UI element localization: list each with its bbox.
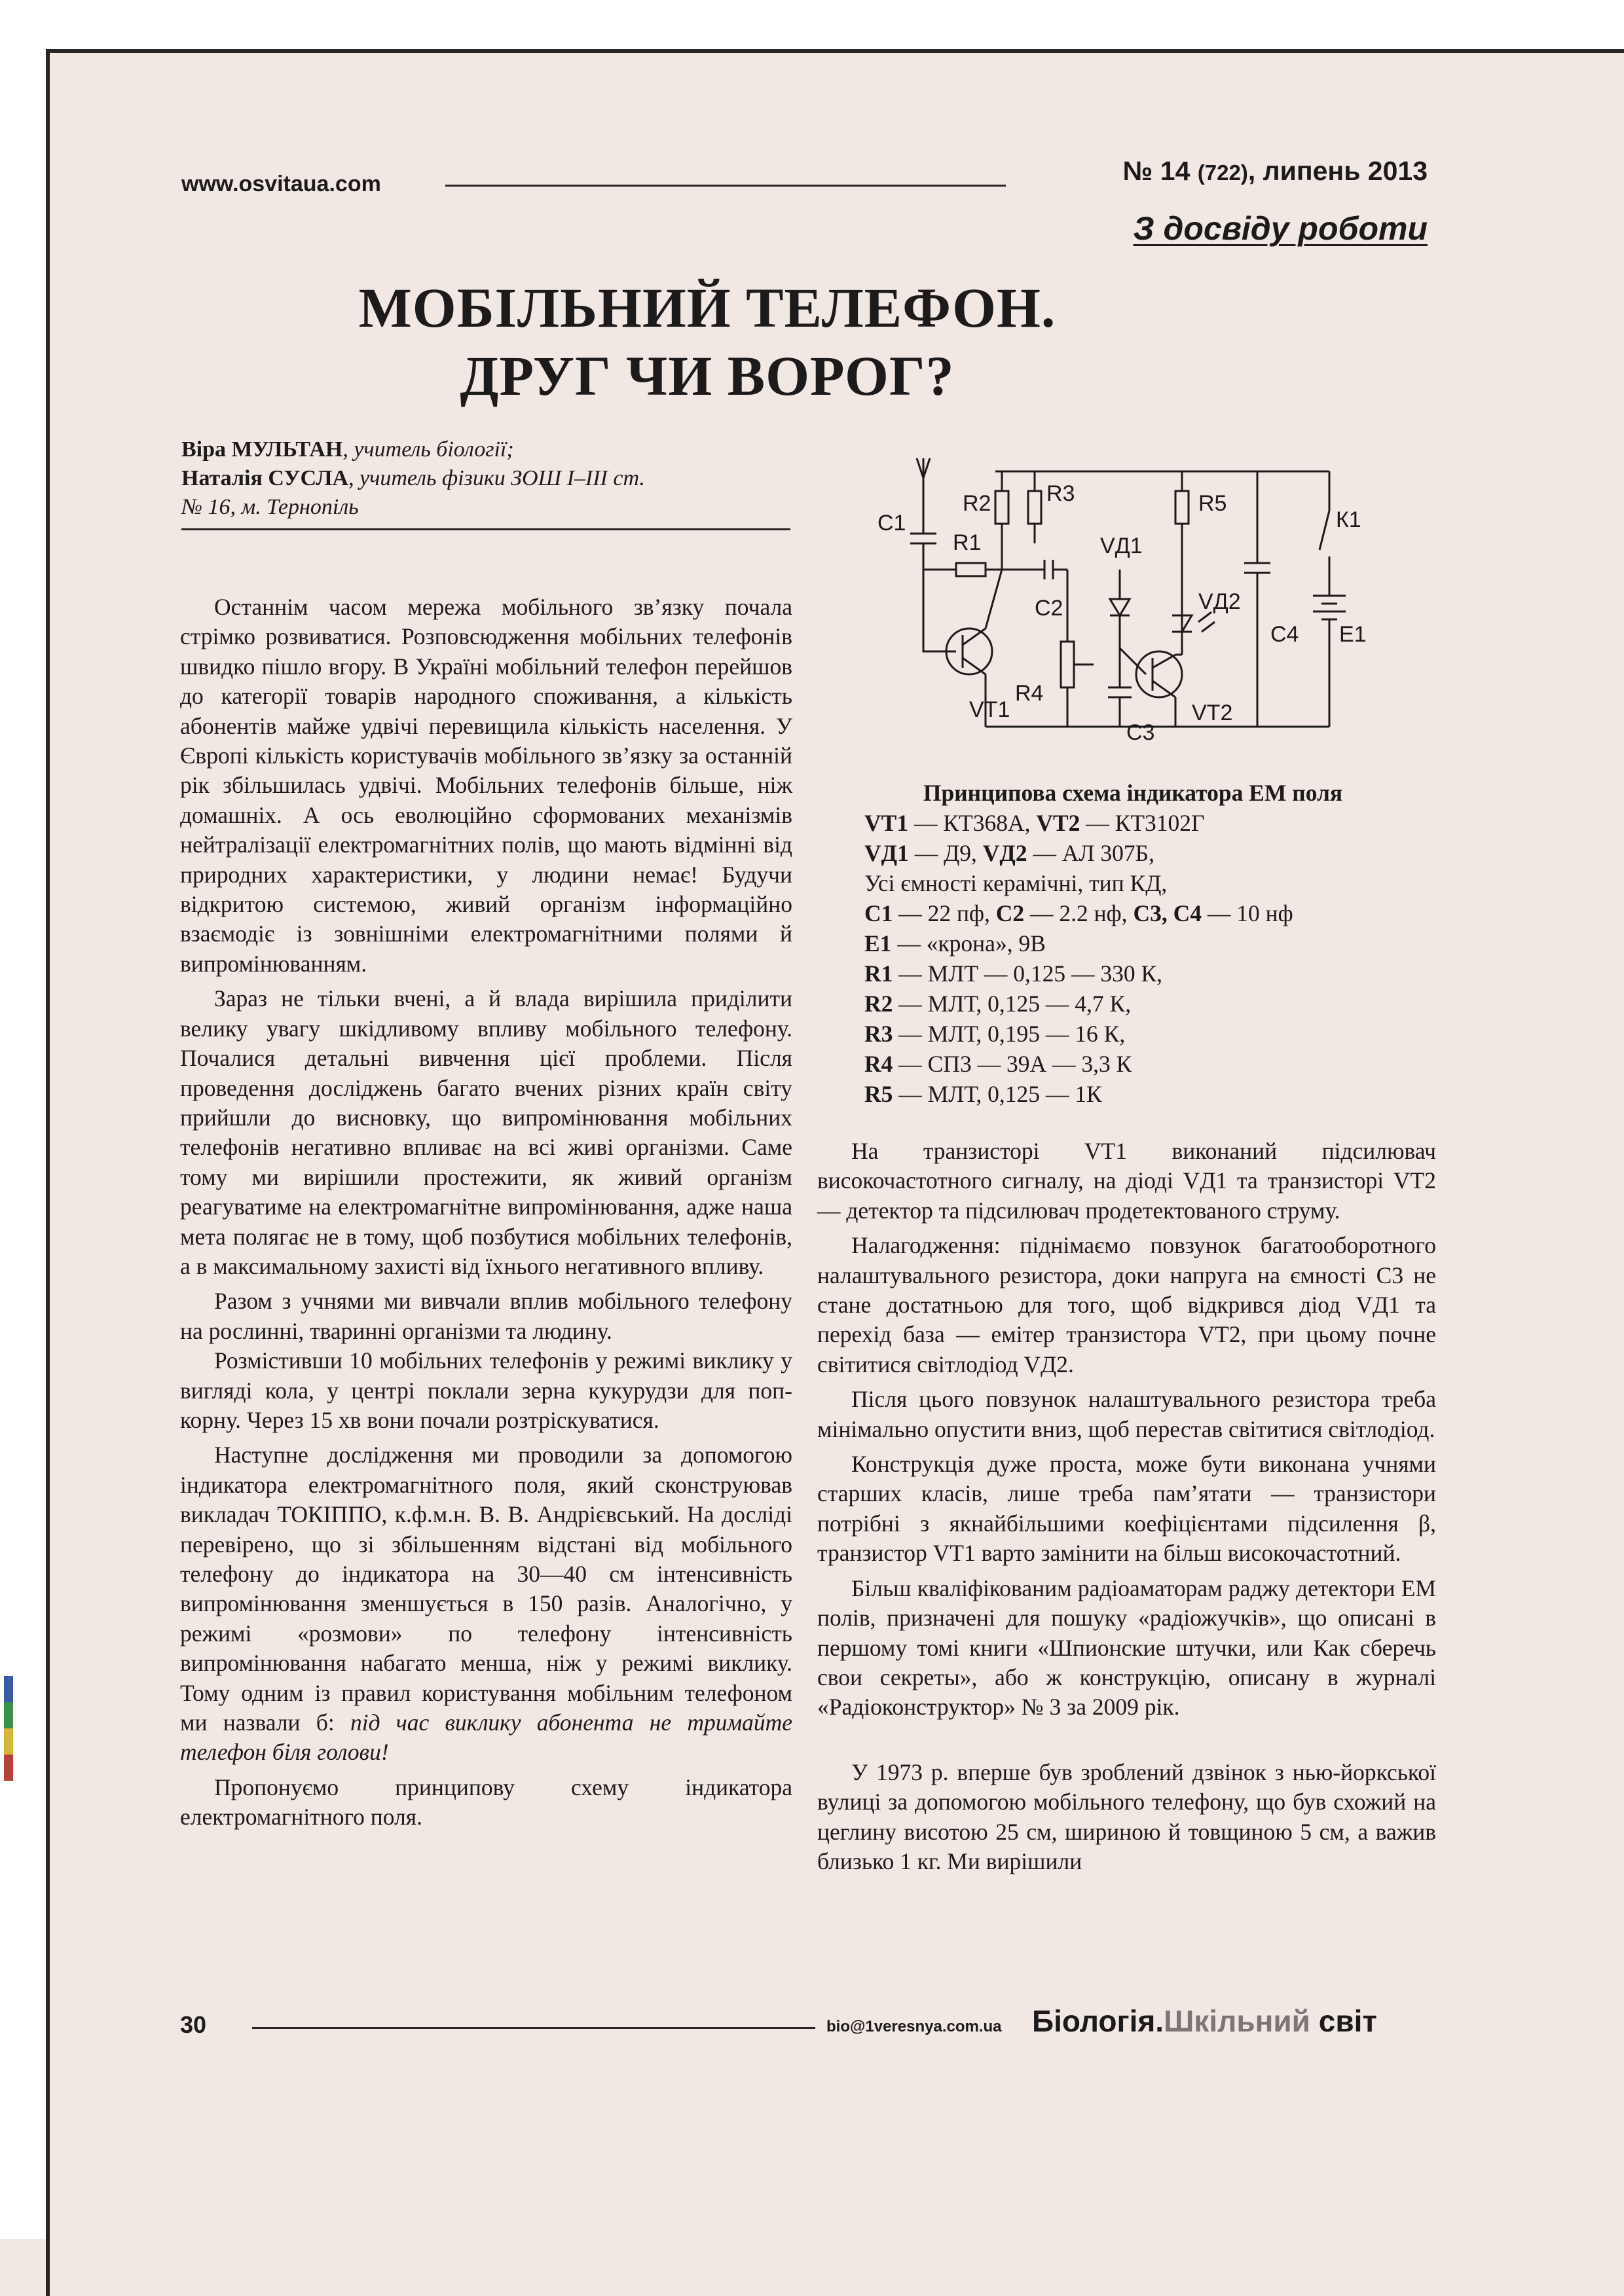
header-rule [445, 185, 1006, 187]
spec-value: — КТ368А, [908, 810, 1037, 836]
circuit-label: VT2 [1192, 701, 1233, 725]
vd2-symbol [1172, 612, 1215, 655]
spec-value: — Д9, [908, 840, 983, 866]
circuit-label: С1 [877, 511, 906, 536]
issue-date: , липень 2013 [1247, 156, 1428, 186]
spec-row [864, 958, 1428, 989]
site-url[interactable]: www.osvitaua.com [181, 172, 381, 196]
circuit-label: R3 [1046, 481, 1075, 506]
color-calibration-strip [4, 1728, 13, 1755]
circuit-label: R4 [1015, 681, 1044, 706]
r3-symbol [1028, 471, 1041, 543]
spec-value: — 2.2 нф, [1024, 900, 1134, 926]
spec-row [864, 928, 1428, 958]
spec-key: R2 [864, 991, 893, 1017]
logo-part: світ [1310, 2004, 1377, 2038]
spec-key: С3, С4 [1133, 900, 1202, 926]
spec-value: — СП3 — 39А — 3,3 К [893, 1051, 1132, 1077]
spec-value: — МЛТ, 0,125 — 1К [893, 1081, 1102, 1107]
color-calibration-strip [4, 1702, 13, 1728]
c1-symbol [910, 504, 936, 570]
circuit-label: С3 [1126, 720, 1155, 745]
spec-row [864, 868, 1428, 898]
circuit-label: VД2 [1198, 589, 1241, 614]
right-column [817, 1137, 1436, 1876]
paragraph: На транзисторі VT1 виконаний підсилювач високочастотного сигналу, на діоді VД1 та транзисторі VT2 — детектор та підсилювач продетектованого струму. [817, 1138, 1436, 1224]
spec-value: Усі ємності керамічні, тип КД, [864, 870, 1168, 896]
contact-email[interactable]: bio@1veresnya.com.ua [826, 2018, 1002, 2035]
paragraph-with-rule [180, 1440, 792, 1767]
antenna-symbol [917, 458, 930, 504]
spec-row [864, 989, 1428, 1019]
circuit-label: С4 [1270, 622, 1299, 647]
spec-value: — МЛТ, 0,195 — 16 К, [893, 1021, 1126, 1047]
title-line-1: МОБІЛЬНИЙ ТЕЛЕФОН. [358, 276, 1056, 339]
logo-part: Шкільний [1164, 2004, 1310, 2038]
spec-row [864, 838, 1428, 868]
spec-key: С1 [864, 900, 893, 926]
spec-value: — КТ3102Г [1080, 810, 1205, 836]
spec-value: — «крона», 9В [891, 930, 1046, 957]
spec-key: R3 [864, 1021, 893, 1047]
spec-value: — МЛТ, 0,125 — 4,7 К, [893, 991, 1132, 1017]
author-1-role: , учитель біології; [342, 437, 514, 462]
spec-row [864, 898, 1428, 928]
paragraph: Налагодження: піднімаємо повзунок багатооборотного налаштувального резистора, доки напруга на ємності С3 не стане достатньою для того, щоб відкрився діод VД1 та перехід база — емітер транзистора VT2, при цьому почне світитися світлодіод VД2. [817, 1232, 1436, 1377]
vd1-symbol [1110, 570, 1130, 648]
authors-block [181, 435, 790, 530]
spec-key: R1 [864, 960, 893, 987]
c4-symbol [1244, 471, 1270, 727]
safety-rule: під час виклику абонента не тримайте телефон біля голови! [180, 1709, 793, 1766]
spec-row [864, 1079, 1428, 1109]
paragraph: Розмістивши 10 мобільних телефонів у режимі виклику у вигляді кола, у центрі поклали зерна кукурудзи для поп-корну. Через 15 хв вони почали розтріскуватися. [180, 1347, 792, 1433]
paragraph: Останнім часом мережа мобільного зв’язку почала стрімко розвиватися. Розповсюдження мобільних телефонів швидко пішло вгору. В Україні мобільний телефон перейшов до категорії товарів народного споживання, а кількість абонентів майже удвічі перевищила кількість населення. У Європі кількість користувачів мобільного зв’язку за останній рік збільшилась удвічі. Мобільних телефонів більше, ніж домашніх. А ось еволюційно сформованих механізмів нейтралізації електромагнітних полів, що мають відмінні від природних характеристики, у людини немає! Будучи відкритою системою, живий організм інформаційно взаємодіє із зовнішніми електромагнітними полями й випромінюванням. [180, 594, 792, 977]
e1-battery [1313, 583, 1346, 727]
circuit-label: Е1 [1339, 622, 1367, 647]
r4-symbol [1061, 570, 1094, 727]
component-list [864, 778, 1428, 1109]
author-2-role: , учитель фізики ЗОШ І–ІІІ ст. [348, 466, 645, 490]
circuit-label: С2 [1035, 596, 1063, 621]
spec-key: VД2 [982, 840, 1027, 866]
page-number: 30 [180, 2011, 207, 2038]
page-edge [0, 2239, 46, 2296]
circuit-label: R1 [953, 530, 982, 555]
issue-prefix: № 14 [1122, 156, 1190, 186]
spec-key: R5 [864, 1081, 893, 1107]
circuit-label: R5 [1198, 491, 1227, 516]
paragraph: Зараз не тільки вчені, а й влада вирішила приділити велику увагу шкідливому впливу мобільного телефону. Почалися детальні вивчення цієї проблеми. Після проведення досліджень багато вчених різних країн світу прийшли до висновку, що випромінювання мобільних телефонів негативно впливає на всі живі організми. Саме тому ми вирішили простежити, як живий організм реагуватиме на електромагнітне випромінювання, адже наша мета полягає не в тому, щоб позбутися мобільних телефонів, а в максимальному захисті від їхнього негативного впливу. [180, 985, 792, 1279]
spec-row [864, 1019, 1428, 1049]
author-2-name: Наталія СУСЛА [181, 466, 349, 490]
circuit-label: VT1 [969, 697, 1010, 722]
spec-key: VT1 [864, 810, 909, 836]
spec-key: С2 [995, 900, 1025, 926]
logo-part: Біологія. [1032, 2004, 1164, 2038]
spec-key: Е1 [864, 930, 892, 957]
author-school: № 16, м. Тернопіль [181, 495, 359, 519]
r1-symbol [923, 563, 1022, 576]
title-line-2: ДРУГ ЧИ ВОРОГ? [460, 344, 955, 407]
r2-symbol [995, 471, 1008, 570]
schematic-caption: Принципова схема індикатора ЕМ поля [923, 780, 1343, 806]
color-calibration-strip [4, 1676, 13, 1702]
spec-value: — МЛТ — 0,125 — 330 К, [893, 960, 1163, 987]
paragraph: Більш кваліфікованим радіоаматорам раджу детектори ЕМ полів, призначені для пошуку «радіожучків», що описані в першому томі книги «Шпионские штучки, или Как сберечь свои секреты», або ж конструкцію, описану в журналі «Радіоконструктор» № 3 за 2009 рік. [817, 1575, 1436, 1721]
k1-switch [1320, 471, 1329, 583]
spec-value: — 10 нф [1201, 900, 1293, 926]
vt2-symbol [1136, 651, 1182, 697]
circuit-label: К1 [1336, 507, 1361, 532]
spec-value: — АЛ 307Б, [1027, 840, 1154, 866]
author-1-name: Віра МУЛЬТАН [181, 437, 343, 462]
c2-symbol [1022, 560, 1067, 579]
spec-row [864, 1049, 1428, 1079]
issue-info [1123, 156, 1428, 187]
paragraph-text: Наступне дослідження ми проводили за допомогою індикатора електромагнітного поля, який сконструював викладач ТОКІППО, к.ф.м.н. В. В. Андрієвський. На досліді перевірено, що зі збільшенням відстані від мобільного телефону до індикатора на 30—40 см інтенсивність випромінювання зменшується в 150 разів. Аналогічно, у режимі «розмови» по телефону інтенсивність випромінювання набагато менша, ніж у режимі виклику. Тому одним із правил користування мобільним телефоном ми назвали б: [180, 1442, 792, 1736]
spec-row [864, 808, 1428, 838]
paragraph: У 1973 р. вперше був зроблений дзвінок з нью-йоркської вулиці за допомогою мобільного телефону, що був схожий на цеглину висотою 25 см, шириною й товщиною 5 см, а важив близько 1 кг. Ми вирішили [817, 1758, 1436, 1874]
c3-symbol [1108, 648, 1132, 727]
left-column [180, 592, 792, 1832]
issue-number: (722) [1197, 160, 1248, 185]
circuit-diagram [877, 452, 1388, 753]
footer-rule [252, 2027, 815, 2029]
spec-key: VД1 [864, 840, 909, 866]
spec-key: R4 [864, 1051, 893, 1077]
paragraph: Разом з учнями ми вивчали вплив мобільного телефону на рослинні, тваринні організми та людину. [180, 1288, 792, 1344]
spec-value: — 22 пф, [893, 900, 996, 926]
paragraph: Після цього повзунок налаштувального резистора треба мінімально опустити вниз, щоб перестав світитися світлодіод. [817, 1386, 1436, 1442]
article-title [255, 274, 1159, 410]
color-calibration-strip [4, 1755, 13, 1781]
paragraph: Конструкція дуже проста, може бути виконана учнями старших класів, лише треба пам’ятати — транзистори потрібні з якнайбільшими коефіцієнтами підсилення β, транзистор VT1 варто замінити на більш високочастотний. [817, 1451, 1436, 1567]
circuit-label: VД1 [1100, 534, 1143, 558]
r5-symbol [1175, 471, 1189, 615]
circuit-label: R2 [963, 491, 991, 516]
paragraph: Пропонуємо принципову схему індикатора електромагнітного поля. [180, 1774, 792, 1831]
spec-key: VT2 [1036, 810, 1080, 836]
magazine-logo [1032, 2003, 1377, 2039]
section-title: З досвіду роботи [1133, 210, 1428, 247]
